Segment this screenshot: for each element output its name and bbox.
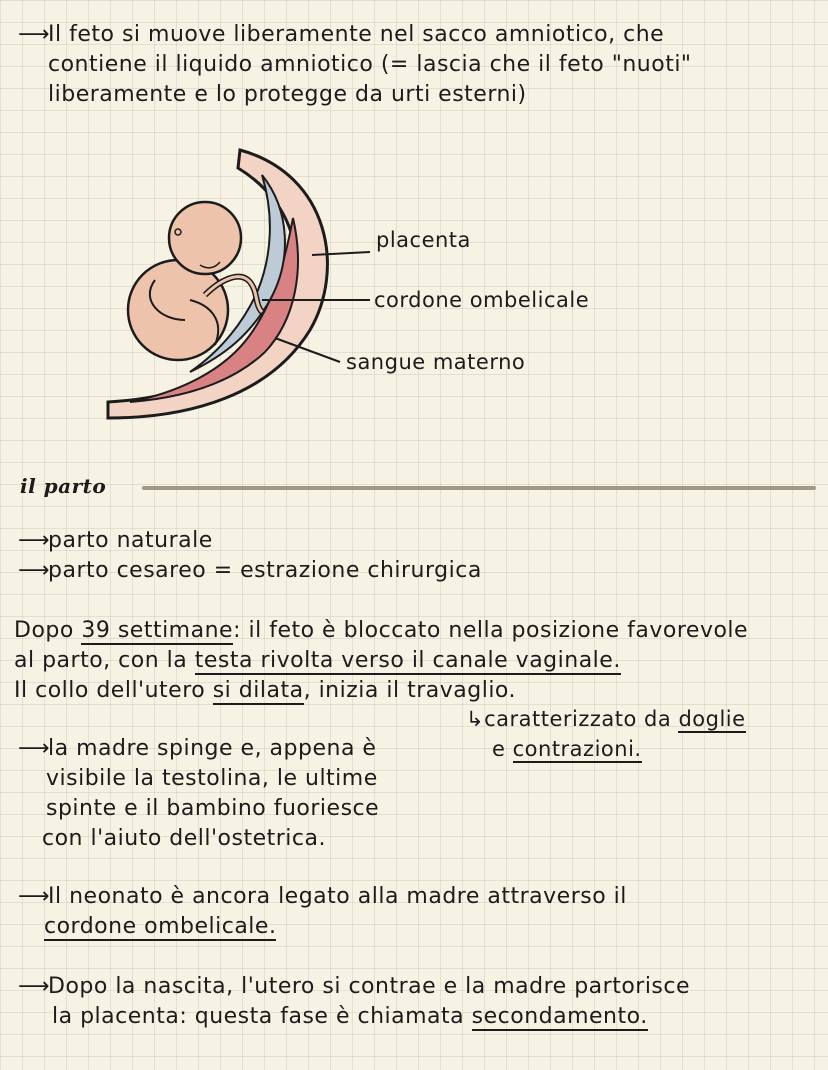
intro-line-3: liberamente e lo protegge da urti esterni) — [48, 82, 527, 107]
right-arrow-icon: ⟶ — [18, 22, 51, 47]
p1-line-1: Dopo 39 settimane: il feto è bloccato nella posizione favorevole — [14, 618, 749, 643]
type-line-1: ⟶parto naturale — [18, 526, 213, 556]
heading-rule — [142, 486, 816, 490]
note-line-2: e contrazioni. — [492, 737, 642, 761]
p4-line-1: ⟶Dopo la nascita, l'utero si contrae e la madre partorisce — [18, 972, 690, 1002]
p3-line-1: ⟶Il neonato è ancora legato alla madre attraverso il — [18, 882, 627, 912]
hook-arrow-icon: ↳ — [466, 707, 485, 731]
p2-line-4: con l'aiuto dell'ostetrica. — [42, 826, 326, 851]
p3-line-2: cordone ombelicale. — [44, 914, 277, 939]
right-arrow-icon: ⟶ — [18, 974, 51, 999]
label-sangue-materno: sangue materno — [346, 350, 526, 374]
right-arrow-icon: ⟶ — [18, 736, 51, 761]
p4-line-2: la placenta: questa fase è chiamata secondamento. — [52, 1004, 648, 1029]
right-arrow-icon: ⟶ — [18, 558, 51, 583]
type-line-2: ⟶parto cesareo = estrazione chirurgica — [18, 556, 482, 586]
label-cordone-ombelicale: cordone ombelicale — [374, 288, 590, 312]
label-placenta: placenta — [376, 228, 471, 252]
p1-line-2: al parto, con la testa rivolta verso il canale vaginale. — [14, 648, 621, 673]
section-title: il parto — [20, 474, 107, 498]
intro-line-2: contiene il liquido amniotico (= lascia che il feto "nuoti" — [48, 52, 692, 77]
p2-line-3: spinte e il bambino fuoriesce — [46, 796, 380, 821]
right-arrow-icon: ⟶ — [18, 528, 51, 553]
p1-line-3: Il collo dell'utero si dilata, inizia il travaglio. — [14, 678, 516, 703]
p2-line-2: visibile la testolina, le ultime — [46, 766, 378, 791]
intro-line-1: ⟶Il feto si muove liberamente nel sacco amniotico, che — [18, 20, 664, 50]
right-arrow-icon: ⟶ — [18, 884, 51, 909]
p2-line-1: ⟶la madre spinge e, appena è — [18, 734, 376, 764]
note-line-1: ↳caratterizzato da doglie — [466, 707, 746, 731]
